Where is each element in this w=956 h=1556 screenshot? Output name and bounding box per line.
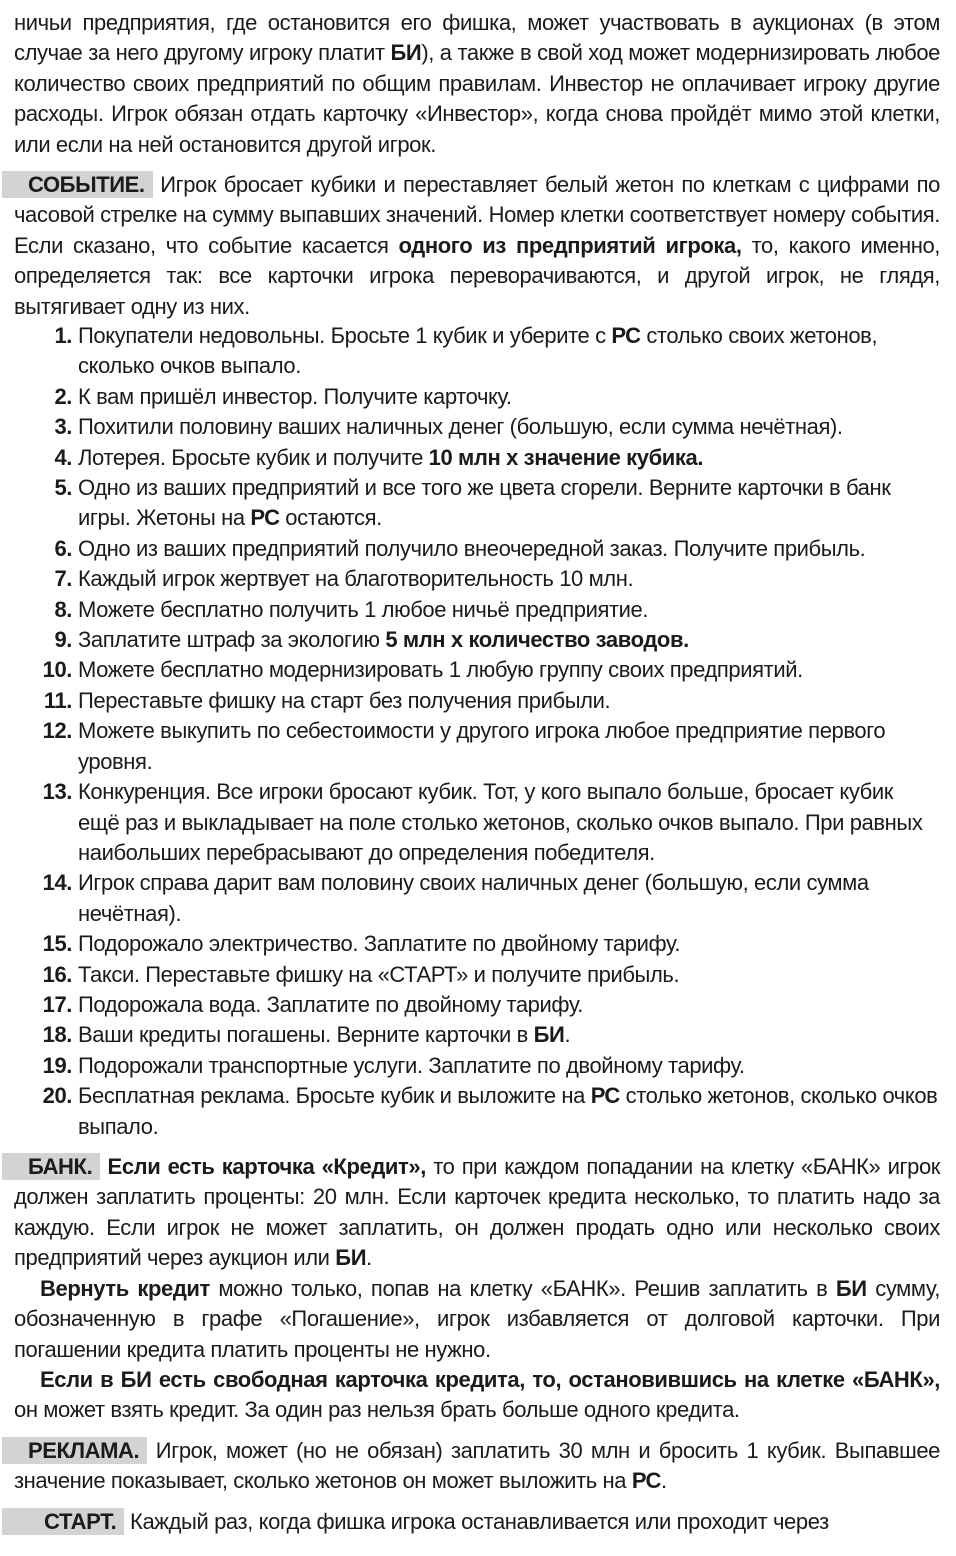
event-item-part-a: Можете бесплатно модернизировать 1 любую группу своих предприятий. bbox=[78, 657, 803, 683]
event-item-text bbox=[78, 1020, 940, 1050]
event-item-text bbox=[78, 534, 940, 564]
event-item bbox=[0, 960, 940, 990]
event-item-text bbox=[78, 382, 940, 412]
event-item bbox=[0, 655, 940, 685]
event-item-number: 1. bbox=[54, 323, 72, 348]
bank-repay-bold: Вернуть кредит bbox=[40, 1276, 210, 1301]
event-item bbox=[0, 1051, 940, 1081]
bank-repay-bold-2: БИ bbox=[835, 1276, 867, 1301]
event-item bbox=[0, 473, 940, 534]
event-item-number: 16. bbox=[42, 961, 72, 987]
event-item-part-c: столько своих жетонов, сколько очков выпало. bbox=[78, 323, 878, 379]
event-item-part-a: Бесплатная реклама. Бросьте кубик и выложите на bbox=[78, 1083, 591, 1109]
bank-bold-1: Если есть карточка «Кредит», bbox=[100, 1154, 426, 1179]
event-item-text bbox=[78, 716, 940, 777]
ads-text-2: . bbox=[661, 1468, 667, 1494]
event-item bbox=[0, 1081, 940, 1142]
event-item-part-a: Конкуренция. Все игроки бросают кубик. Тот, у кого выпало больше, бросает кубик ещё раз и выкладывает на поле столько жетонов, сколько очков выпало. При равных наибольших перебрасывают до определения победителя. bbox=[78, 779, 923, 865]
bank-credit-text: он может взять кредит. За один раз нельзя брать больше одного кредита. bbox=[14, 1397, 740, 1423]
event-item-text bbox=[78, 1051, 940, 1081]
event-item-number: 7. bbox=[54, 566, 72, 592]
event-item-number: 4. bbox=[54, 444, 72, 470]
event-item bbox=[0, 990, 940, 1020]
event-item-part-a: Можете выкупить по себестоимости у другого игрока любое предприятие первого уровня. bbox=[78, 718, 886, 774]
event-paragraph bbox=[14, 170, 940, 322]
event-item-part-a: Переставьте фишку на старт без получения прибыли. bbox=[78, 687, 611, 713]
event-item-part-b: 10 млн х значение кубика. bbox=[428, 444, 704, 470]
event-item-text bbox=[78, 473, 940, 534]
ads-heading: РЕКЛАМА. bbox=[2, 1437, 147, 1464]
event-item bbox=[0, 321, 940, 382]
event-item-number: 3. bbox=[54, 414, 72, 440]
event-item-text bbox=[78, 321, 940, 382]
ads-paragraph bbox=[14, 1436, 940, 1497]
bank-text-2: . bbox=[366, 1245, 372, 1271]
event-item-number: 5. bbox=[54, 475, 72, 501]
event-item-text bbox=[78, 960, 940, 990]
event-item-part-b: РС bbox=[250, 505, 280, 531]
event-item bbox=[0, 412, 940, 442]
event-item-part-c: . bbox=[564, 1022, 571, 1048]
start-heading: СТАРТ. bbox=[2, 1508, 124, 1535]
event-item bbox=[0, 686, 940, 716]
event-item-part-b: РС bbox=[611, 323, 641, 348]
event-item-part-a: Можете бесплатно получить 1 любое ничьё предприятие. bbox=[78, 596, 649, 622]
event-item-part-a: Одно из ваших предприятий получило внеочередной заказ. Получите прибыль. bbox=[78, 535, 866, 561]
event-item-part-a: Подорожало электричество. Заплатите по двойному тарифу. bbox=[78, 931, 681, 957]
event-item-part-b: 5 млн х количество заводов. bbox=[385, 627, 689, 653]
event-text-1: Игрок бросает кубики и переставляет белый жетон по клеткам с цифрами по часовой стрелке на сумму выпавших значений. Номер клетки соответствует номеру события. Если сказано, что событие касается bbox=[14, 172, 940, 258]
event-item-number: 6. bbox=[54, 535, 72, 561]
event-item-text bbox=[78, 655, 940, 685]
event-item bbox=[0, 443, 940, 473]
event-item-part-a: Подорожали транспортные услуги. Заплатите по двойному тарифу. bbox=[78, 1052, 745, 1078]
event-item-part-b: РС bbox=[590, 1083, 620, 1109]
event-item-number: 15. bbox=[42, 931, 72, 957]
event-item-number: 14. bbox=[42, 870, 72, 896]
event-item bbox=[0, 1020, 940, 1050]
event-item-part-a: К вам пришёл инвестор. Получите карточку. bbox=[78, 383, 512, 409]
intro-text-2: ), а также в свой ход может модернизировать любое количество своих предприятий по общим правилам. Инвестор не оплачивает игроку другие расходы. Игрок обязан отдать карточку «Инвестор», когда снова пройдёт мимо этой клетки, или если на ней остановится другой игрок. bbox=[14, 40, 940, 157]
event-item-part-a: Подорожала вода. Заплатите по двойному тарифу. bbox=[78, 991, 583, 1017]
bank-repay-text-1: можно только, попав на клетку «БАНК». Решив заплатить в bbox=[209, 1276, 836, 1301]
event-item-number: 10. bbox=[42, 657, 72, 683]
event-item-part-a: Такси. Переставьте фишку на «СТАРТ» и получите прибыль. bbox=[78, 961, 680, 987]
event-item-part-a: Покупатели недовольны. Бросьте 1 кубик и уберите с bbox=[78, 323, 612, 348]
bank-repay-paragraph bbox=[14, 1274, 940, 1365]
event-item-part-b: БИ bbox=[533, 1022, 565, 1048]
event-item bbox=[0, 777, 940, 868]
event-item-number: 9. bbox=[54, 627, 72, 653]
event-item-number: 8. bbox=[54, 596, 72, 622]
intro-paragraph bbox=[14, 8, 940, 160]
event-item-number: 11. bbox=[43, 687, 72, 713]
event-item-number: 2. bbox=[54, 383, 72, 409]
bank-credit-paragraph bbox=[14, 1365, 940, 1426]
bank-paragraph bbox=[14, 1152, 940, 1274]
bank-bold-2: БИ bbox=[335, 1245, 367, 1271]
event-list bbox=[0, 321, 940, 1142]
event-item-part-c: столько жетонов, сколько очков выпало. bbox=[78, 1083, 938, 1139]
event-item-number: 13. bbox=[42, 779, 72, 805]
event-item bbox=[0, 382, 940, 412]
event-text-2: то, какого именно, определяется так: все карточки игрока переворачиваются, и другой игрок, не глядя, вытягивает одну из них. bbox=[14, 232, 941, 319]
event-item bbox=[0, 564, 940, 594]
start-paragraph bbox=[14, 1507, 940, 1537]
event-item-text bbox=[78, 443, 940, 473]
event-item-number: 17. bbox=[42, 991, 72, 1017]
bank-heading: БАНК. bbox=[2, 1153, 100, 1180]
event-bold-1: одного из предприятий игрока, bbox=[398, 232, 742, 258]
event-item-text bbox=[78, 564, 940, 594]
event-heading: СОБЫТИЕ. bbox=[2, 171, 153, 198]
event-item-text bbox=[78, 868, 940, 929]
ads-bold-1: РС bbox=[631, 1468, 662, 1494]
event-item-part-a: Лотерея. Бросьте кубик и получите bbox=[78, 444, 429, 470]
intro-line-1: ничьи предприятия, где остановится его фишка, может участвовать в аукционах bbox=[14, 10, 854, 35]
event-item bbox=[0, 929, 940, 959]
event-item-part-a: Одно из ваших предприятий и все того же цвета сгорели. Верните карточки в банк игры. Жетоны на bbox=[78, 475, 891, 531]
event-item-text bbox=[78, 929, 940, 959]
event-item-part-c: остаются. bbox=[279, 505, 382, 531]
event-item-number: 19. bbox=[42, 1052, 72, 1078]
event-item-text bbox=[78, 777, 940, 868]
event-item bbox=[0, 625, 940, 655]
bank-repay-text-2: сумму, обозначенную в графе «Погашение», игрок избавляется от долговой карточки. При погашении кредита платить проценты не нужно. bbox=[14, 1276, 940, 1362]
event-item bbox=[0, 868, 940, 929]
intro-bold: БИ bbox=[390, 40, 422, 66]
event-item-text bbox=[78, 990, 940, 1020]
event-item-number: 18. bbox=[42, 1022, 72, 1048]
event-item-part-a: Каждый игрок жертвует на благотворительность 10 млн. bbox=[78, 566, 634, 592]
bank-text-1: то при каждом попадании на клетку «БАНК» игрок должен заплатить проценты: 20 млн. Если карточек кредита несколько, то платить надо за каждую. Если игрок не может заплатить, он должен продать одно или несколько своих предприятий через аукцион или bbox=[14, 1154, 940, 1271]
bank-credit-bold: Если в БИ есть свободная карточка кредита, то, остановившись на клетке «БАНК», bbox=[40, 1367, 940, 1392]
event-item-number: 12. bbox=[42, 718, 72, 744]
event-item-text bbox=[78, 686, 940, 716]
event-item-part-a: Похитили половину ваших наличных денег (большую, если сумма нечётная). bbox=[78, 414, 843, 440]
event-item-text bbox=[78, 625, 940, 655]
event-item-text bbox=[78, 412, 940, 442]
event-item-part-a: Заплатите штраф за экологию bbox=[78, 627, 386, 653]
intro-text: (в этом случае за него другому игроку платит bbox=[14, 10, 940, 66]
event-item-number: 20. bbox=[42, 1083, 72, 1109]
event-item bbox=[0, 534, 940, 564]
event-item-text bbox=[78, 1081, 940, 1142]
event-item bbox=[0, 716, 940, 777]
event-item-part-a: Игрок справа дарит вам половину своих наличных денег (большую, если сумма нечётная). bbox=[78, 870, 869, 926]
ads-text-1: Игрок, может (но не обязан) заплатить 30 млн и бросить 1 кубик. Выпавшее значение показывает, сколько жетонов он может выложить на bbox=[14, 1438, 940, 1494]
event-item bbox=[0, 595, 940, 625]
event-item-part-a: Ваши кредиты погашены. Верните карточки в bbox=[78, 1022, 534, 1048]
start-text-1: Каждый раз, когда фишка игрока останавливается или проходит через bbox=[124, 1509, 829, 1534]
event-item-text bbox=[78, 595, 940, 625]
